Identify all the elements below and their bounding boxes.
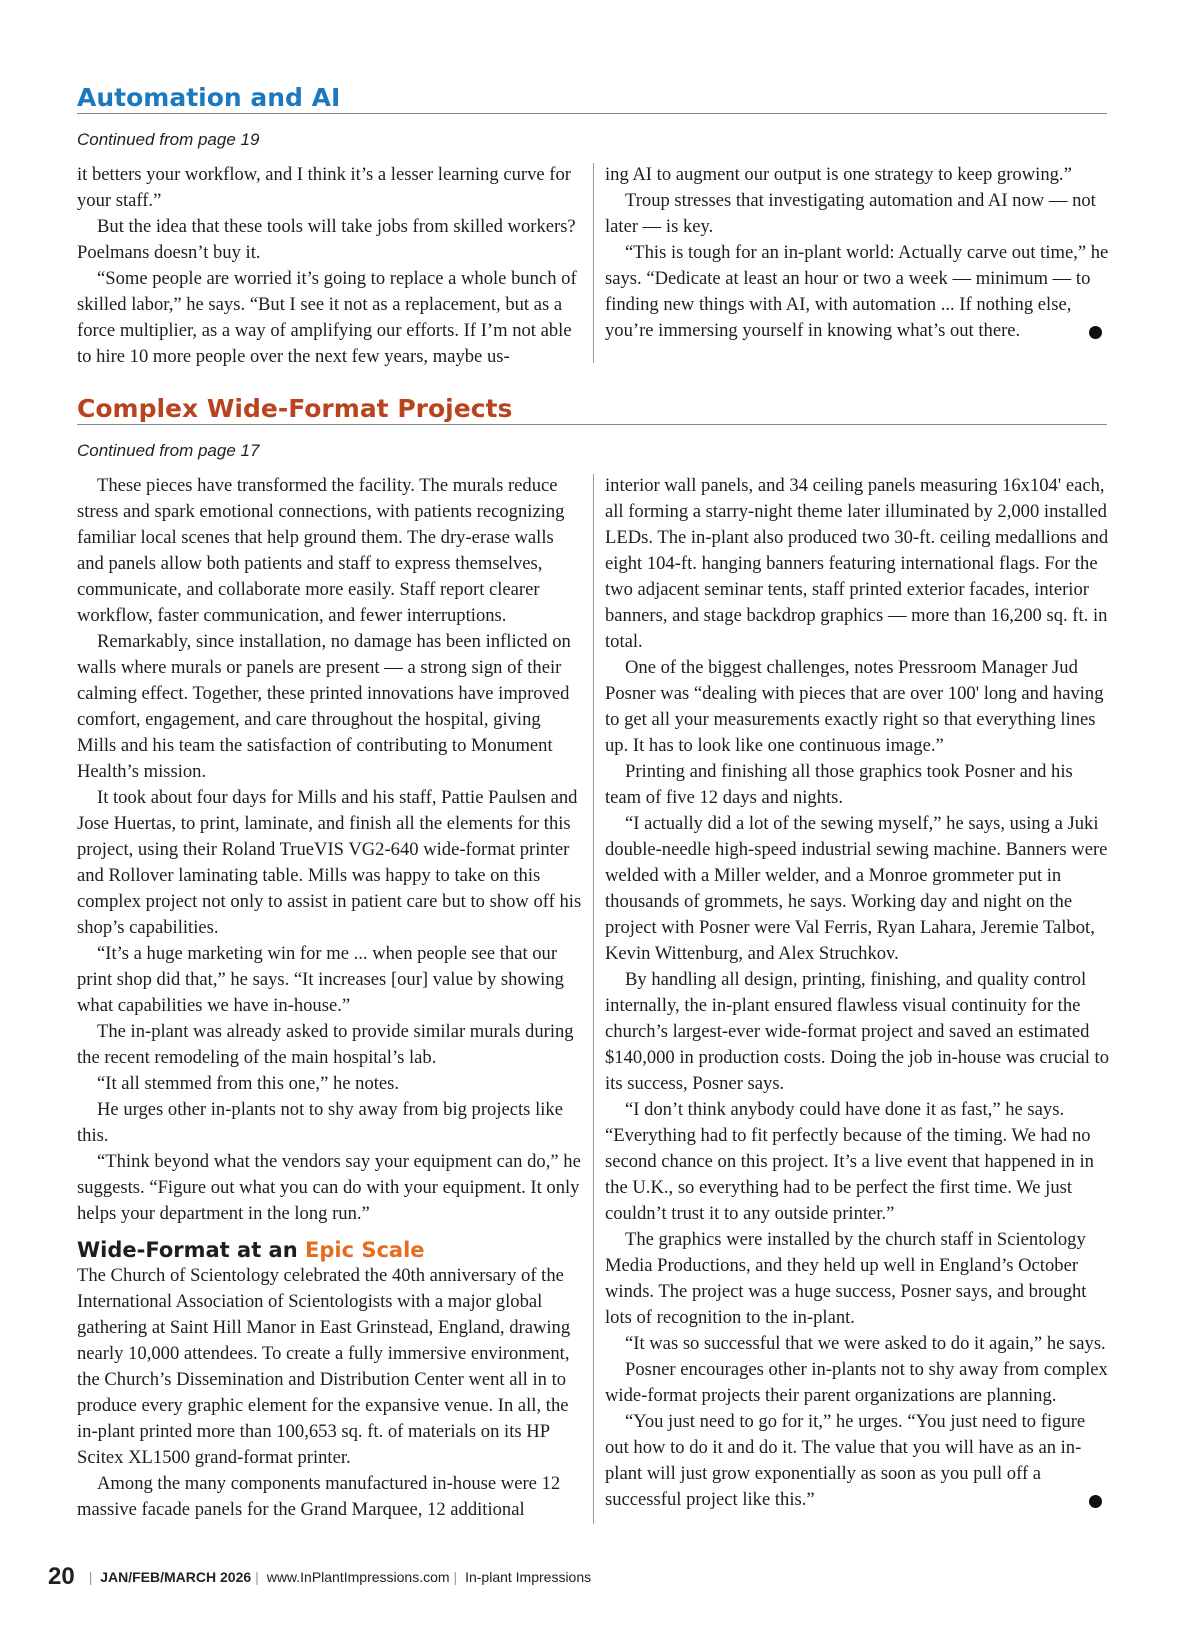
paragraph: “You just need to go for it,” he urges. “You just need to figure out how to do it and do it. The value that you will have as an in-plant will just grow exponentially as soon as you pull off a successful project like this.” bbox=[605, 1411, 1086, 1510]
paragraph: ing AI to augment our output is one strategy to keep growing.” bbox=[605, 164, 1072, 185]
paragraph: “Some people are worried it’s going to replace a whole bunch of skilled labor,” he says. “But I see it not as a replacement, but as a force multiplier, as a way of amplifying our efforts. If I’m not able to hire 10 more people over the next few years, maybe us- bbox=[77, 268, 577, 367]
section-title: Complex Wide-Format Projects bbox=[77, 394, 513, 423]
paragraph: “I don’t think anybody could have done it as fast,” he says. “Everything had to fit perfectly because of the timing. We had no second chance on this project. It’s a live event that happened in in the U.K., so everything had to be perfect the first time. We just couldn’t trust it to any outside printer.” bbox=[605, 1099, 1094, 1224]
section-header-automation bbox=[77, 83, 1107, 114]
paragraph: The graphics were installed by the church staff in Scientology Media Productions, and they held up well in England’s October winds. The project was a huge success, Posner says, and brought lots of recognition to the in-plant. bbox=[605, 1229, 1087, 1328]
paragraph: He urges other in-plants not to shy away from big projects like this. bbox=[77, 1099, 563, 1146]
paragraph: “This is tough for an in-plant world: Actually carve out time,” he says. “Dedicate at least an hour or two a week — minimum — to finding new things with AI, with automation ... If nothing else, you’re immersing yourself in knowing what’s out there. bbox=[605, 242, 1109, 341]
paragraph: These pieces have transformed the facility. The murals reduce stress and spark emotional connections, with patients recognizing familiar local scenes that help ground them. The dry-erase walls and panels allow both patients and staff to express themselves, communicate, and collaborate more easily. Staff report clearer workflow, faster communication, and fewer interruptions. bbox=[77, 475, 565, 626]
paragraph: interior wall panels, and 34 ceiling panels measuring 16x104' each, all forming a starry-night theme later illuminated by 2,000 installed LEDs. The in-plant also produced two 30-ft. ceiling medallions and eight 104-ft. hanging banners featuring international flags. For the two adjacent seminar tents, staff printed exterior facades, interior banners, and stage backdrop graphics — more than 16,200 sq. ft. in total. bbox=[605, 475, 1109, 652]
subheading-text: Wide-Format at an bbox=[77, 1238, 298, 1262]
paragraph: The in-plant was already asked to provide similar murals during the recent remodeling of the main hospital’s lab. bbox=[77, 1021, 574, 1068]
end-mark-icon bbox=[1089, 1495, 1102, 1508]
paragraph: “It’s a huge marketing win for me ... when people see that our print shop did that,” he says. “It increases [our] value by showing what capabilities we have in-house.” bbox=[77, 943, 564, 1016]
section-title: Automation and AI bbox=[77, 83, 341, 112]
paragraph: Troup stresses that investigating automation and AI now — not later — is key. bbox=[605, 190, 1096, 237]
subheading-accent: Epic Scale bbox=[305, 1238, 425, 1262]
column-divider bbox=[593, 163, 594, 363]
paragraph: Remarkably, since installation, no damage has been inflicted on walls where murals or panels are present — a strong sign of their calming effect. Together, these printed innovations have improved comfort, engagement, and care throughout the hospital, giving Mills and his team the satisfaction of contributing to Monument Health’s mission. bbox=[77, 631, 571, 782]
website-link[interactable]: www.InPlantImpressions.com bbox=[266, 1569, 450, 1585]
publication-name: In-plant Impressions bbox=[465, 1569, 592, 1585]
end-mark-icon bbox=[1089, 326, 1102, 339]
continued-note: Continued from page 19 bbox=[77, 130, 260, 149]
paragraph: By handling all design, printing, finishing, and quality control internally, the in-plant ensured flawless visual continuity for the church’s largest-ever wide-format project and saved an estimated $140,000 in production costs. Doing the job in-house was crucial to its success, Posner says. bbox=[605, 969, 1110, 1094]
column-divider bbox=[593, 474, 594, 1524]
subheading bbox=[77, 1237, 582, 1263]
article-column-right bbox=[605, 473, 1110, 1513]
paragraph: “Think beyond what the vendors say your equipment can do,” he suggests. “Figure out what you can do with your equipment. It only helps your department in the long run.” bbox=[77, 1151, 581, 1224]
page-footer: 20 | JAN/FEB/MARCH 2026 | www.InPlantImpressions.com | In-plant Impressions bbox=[48, 1563, 592, 1590]
paragraph: Among the many components manufactured in-house were 12 massive facade panels for the Grand Marquee, 12 additional bbox=[77, 1473, 561, 1520]
page-number: 20 bbox=[48, 1563, 75, 1590]
paragraph: “It was so successful that we were asked to do it again,” he says. bbox=[625, 1333, 1106, 1354]
article-column-left bbox=[77, 473, 582, 1523]
paragraph: One of the biggest challenges, notes Pressroom Manager Jud Posner was “dealing with pieces that are over 100' long and having to get all your measurements exactly right so that everything lines up. It has to look like one continuous image.” bbox=[605, 657, 1104, 756]
paragraph: “I actually did a lot of the sewing myself,” he says, using a Juki double-needle high-speed industrial sewing machine. Banners were welded with a Miller welder, and a Monroe grommeter put in thousands of grommets, he says. Working day and night on the project with Posner were Val Ferris, Ryan Lahara, Jeremie Talbot, Kevin Wittenburg, and Alex Struchkov. bbox=[605, 813, 1108, 964]
paragraph: But the idea that these tools will take jobs from skilled workers? Poelmans doesn’t buy it. bbox=[77, 216, 576, 263]
issue-date: JAN/FEB/MARCH 2026 bbox=[100, 1569, 252, 1585]
paragraph: it betters your workflow, and I think it’s a lesser learning curve for your staff.” bbox=[77, 164, 571, 211]
paragraph: It took about four days for Mills and his staff, Pattie Paulsen and Jose Huertas, to print, laminate, and finish all the elements for this project, using their Roland TrueVIS VG2-640 wide-format printer and Rollover laminating table. Mills was happy to take on this complex project not only to assist in patient care but to show off his shop’s capabilities. bbox=[77, 787, 582, 938]
continued-note: Continued from page 17 bbox=[77, 441, 260, 460]
article-column-left bbox=[77, 162, 582, 370]
article-column-right bbox=[605, 162, 1110, 344]
paragraph: Printing and finishing all those graphics took Posner and his team of five 12 days and nights. bbox=[605, 761, 1073, 808]
paragraph: The Church of Scientology celebrated the 40th anniversary of the International Association of Scientologists with a major global gathering at Saint Hill Manor in East Grinstead, England, drawing nearly 10,000 attendees. To create a fully immersive environment, the Church’s Dissemination and Distribution Center went all in to produce every graphic element for the expansive venue. In all, the in-plant printed more than 100,653 sq. ft. of materials on its HP Scitex XL1500 grand-format printer. bbox=[77, 1265, 571, 1468]
paragraph: “It all stemmed from this one,” he notes. bbox=[97, 1073, 400, 1094]
paragraph: Posner encourages other in-plants not to shy away from complex wide-format projects their parent organizations are planning. bbox=[605, 1359, 1108, 1406]
section-header-wide-format bbox=[77, 394, 1107, 425]
